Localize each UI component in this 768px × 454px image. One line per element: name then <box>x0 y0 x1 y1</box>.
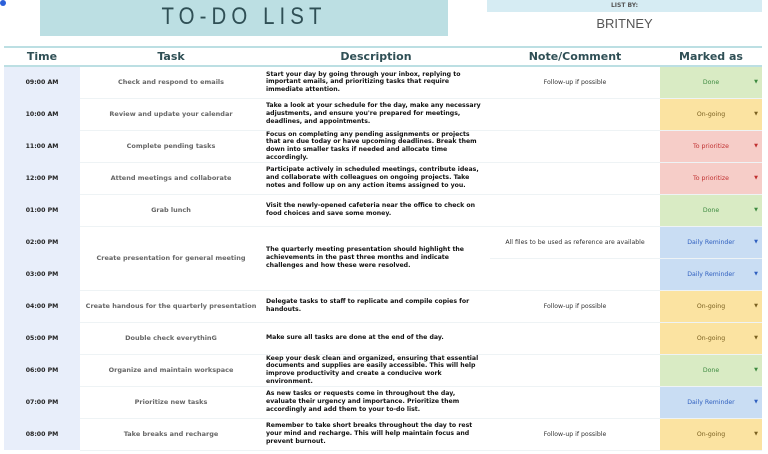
time-cell[interactable]: 08:00 PM <box>4 418 80 450</box>
todo-table <box>4 46 762 451</box>
time-cell[interactable]: 04:00 PM <box>4 290 80 322</box>
time-cell[interactable]: 01:00 PM <box>4 194 80 226</box>
dropdown-arrow-icon[interactable]: ▼ <box>754 207 758 213</box>
table-row <box>4 290 762 322</box>
note-cell[interactable] <box>490 130 660 162</box>
status-dropdown[interactable] <box>660 258 762 290</box>
time-cell[interactable]: 07:00 PM <box>4 386 80 418</box>
table-row <box>4 418 762 450</box>
note-cell[interactable] <box>490 258 660 290</box>
task-cell[interactable]: Double check everythinG <box>80 322 262 354</box>
table-row <box>4 226 762 258</box>
description-cell[interactable]: As new tasks or requests come in throughout the day, evaluate their urgency and importance. Prioritize them accordingly and add them to your to-do list. <box>262 386 490 418</box>
status-dropdown[interactable] <box>660 322 762 354</box>
task-cell[interactable]: Create presentation for general meeting <box>80 226 262 290</box>
task-cell[interactable]: Attend meetings and collaborate <box>80 162 262 194</box>
description-cell[interactable]: Make sure all tasks are done at the end of the day. <box>262 322 490 354</box>
dropdown-arrow-icon[interactable]: ▼ <box>754 431 758 437</box>
status-label: Daily Reminder <box>687 398 735 406</box>
time-cell[interactable]: 05:00 PM <box>4 322 80 354</box>
status-dropdown[interactable] <box>660 130 762 162</box>
task-cell[interactable]: Grab lunch <box>80 194 262 226</box>
dropdown-arrow-icon[interactable]: ▼ <box>754 239 758 245</box>
description-cell[interactable]: Focus on completing any pending assignments or projects that are due today or have upcoming deadlines. Break them down into smaller tasks if needed and allocate time accordingly. <box>262 130 490 162</box>
time-cell[interactable]: 10:00 AM <box>4 98 80 130</box>
status-dropdown[interactable] <box>660 66 762 98</box>
dropdown-arrow-icon[interactable]: ▼ <box>754 335 758 341</box>
time-cell[interactable]: 12:00 PM <box>4 162 80 194</box>
time-cell[interactable]: 09:00 AM <box>4 66 80 98</box>
task-cell[interactable]: Prioritize new tasks <box>80 386 262 418</box>
status-label: Done <box>702 366 720 374</box>
task-cell[interactable]: Check and respond to emails <box>80 66 262 98</box>
dropdown-arrow-icon[interactable]: ▼ <box>754 111 758 117</box>
dropdown-arrow-icon[interactable]: ▼ <box>754 79 758 86</box>
note-cell[interactable] <box>490 354 660 386</box>
status-label: To prioritize <box>693 174 729 182</box>
status-label: On-going <box>696 430 726 438</box>
status-dropdown[interactable] <box>660 226 762 258</box>
note-cell[interactable]: Follow-up if possible <box>490 66 660 98</box>
status-dropdown[interactable] <box>660 162 762 194</box>
description-cell[interactable]: Delegate tasks to staff to replicate and compile copies for handouts. <box>262 290 490 322</box>
table-row <box>4 66 762 98</box>
description-cell[interactable]: Start your day by going through your inbox, replying to important emails, and prioritizing tasks that require immediate attention. <box>262 66 490 98</box>
table-row <box>4 130 762 162</box>
status-dropdown[interactable] <box>660 418 762 450</box>
header-row <box>4 47 762 66</box>
note-cell[interactable]: Follow-up if possible <box>490 418 660 450</box>
status-dropdown[interactable] <box>660 98 762 130</box>
col-header-time: Time <box>4 47 80 66</box>
status-dropdown[interactable] <box>660 194 762 226</box>
status-label: On-going <box>696 334 726 342</box>
note-cell[interactable] <box>490 162 660 194</box>
note-cell[interactable]: All files to be used as reference are available <box>490 226 660 258</box>
task-cell[interactable]: Take breaks and recharge <box>80 418 262 450</box>
dropdown-arrow-icon[interactable]: ▼ <box>754 175 758 181</box>
description-cell[interactable]: Remember to take short breaks throughout the day to rest your mind and recharge. This will help maintain focus and prevent burnout. <box>262 418 490 450</box>
note-cell[interactable] <box>490 98 660 130</box>
status-label: Daily Reminder <box>687 270 735 278</box>
time-cell[interactable]: 03:00 PM <box>4 258 80 290</box>
table-row <box>4 322 762 354</box>
dropdown-arrow-icon[interactable]: ▼ <box>754 367 758 373</box>
status-dropdown[interactable] <box>660 354 762 386</box>
description-cell[interactable]: Participate actively in scheduled meetings, contribute ideas, and collaborate with colleagues on ongoing projects. Take notes and follow up on any action items assigned to you. <box>262 162 490 194</box>
status-label: To prioritize <box>693 142 729 150</box>
status-dropdown[interactable] <box>660 290 762 322</box>
table-row <box>4 162 762 194</box>
list-by-label: LIST BY: <box>487 0 762 12</box>
status-label: Done <box>702 206 720 214</box>
time-cell[interactable]: 11:00 AM <box>4 130 80 162</box>
selection-handle[interactable] <box>0 0 6 6</box>
table-row <box>4 386 762 418</box>
dropdown-arrow-icon[interactable]: ▼ <box>754 271 758 277</box>
table-row <box>4 354 762 386</box>
time-cell[interactable]: 02:00 PM <box>4 226 80 258</box>
page-title: TO-DO LIST <box>40 0 448 36</box>
dropdown-arrow-icon[interactable]: ▼ <box>754 303 758 309</box>
list-by-value[interactable]: BRITNEY <box>596 16 653 31</box>
description-cell[interactable]: Visit the newly-opened cafeteria near the office to check on food choices and save some money. <box>262 194 490 226</box>
note-cell[interactable] <box>490 194 660 226</box>
description-cell[interactable]: Keep your desk clean and organized, ensuring that essential documents and supplies are easily accessible. This will help improve productivity and create a conducive work environment. <box>262 354 490 386</box>
col-header-status: Marked as <box>660 47 762 66</box>
table-row <box>4 194 762 226</box>
status-dropdown[interactable] <box>660 386 762 418</box>
time-cell[interactable]: 06:00 PM <box>4 354 80 386</box>
task-cell[interactable]: Review and update your calendar <box>80 98 262 130</box>
description-cell[interactable]: Take a look at your schedule for the day, make any necessary adjustments, and ensure you're prepared for meetings, deadlines, and appointments. <box>262 98 490 130</box>
note-cell[interactable]: Follow-up if possible <box>490 290 660 322</box>
status-label: Done <box>702 78 720 86</box>
note-cell[interactable] <box>490 322 660 354</box>
status-label: Daily Reminder <box>687 238 735 246</box>
description-cell[interactable]: The quarterly meeting presentation should highlight the achievements in the past three months and indicate challenges and how these were resolved. <box>262 226 490 290</box>
status-label: On-going <box>696 110 726 118</box>
table-row <box>4 98 762 130</box>
task-cell[interactable]: Organize and maintain workspace <box>80 354 262 386</box>
note-cell[interactable] <box>490 386 660 418</box>
status-label: On-going <box>696 302 726 310</box>
col-header-description: Description <box>262 47 490 66</box>
col-header-task: Task <box>80 47 262 66</box>
task-cell[interactable]: Complete pending tasks <box>80 130 262 162</box>
dropdown-arrow-icon[interactable]: ▼ <box>754 143 758 149</box>
col-header-note: Note/Comment <box>490 47 660 66</box>
task-cell[interactable]: Create handous for the quarterly presentation <box>80 290 262 322</box>
dropdown-arrow-icon[interactable]: ▼ <box>754 399 758 405</box>
